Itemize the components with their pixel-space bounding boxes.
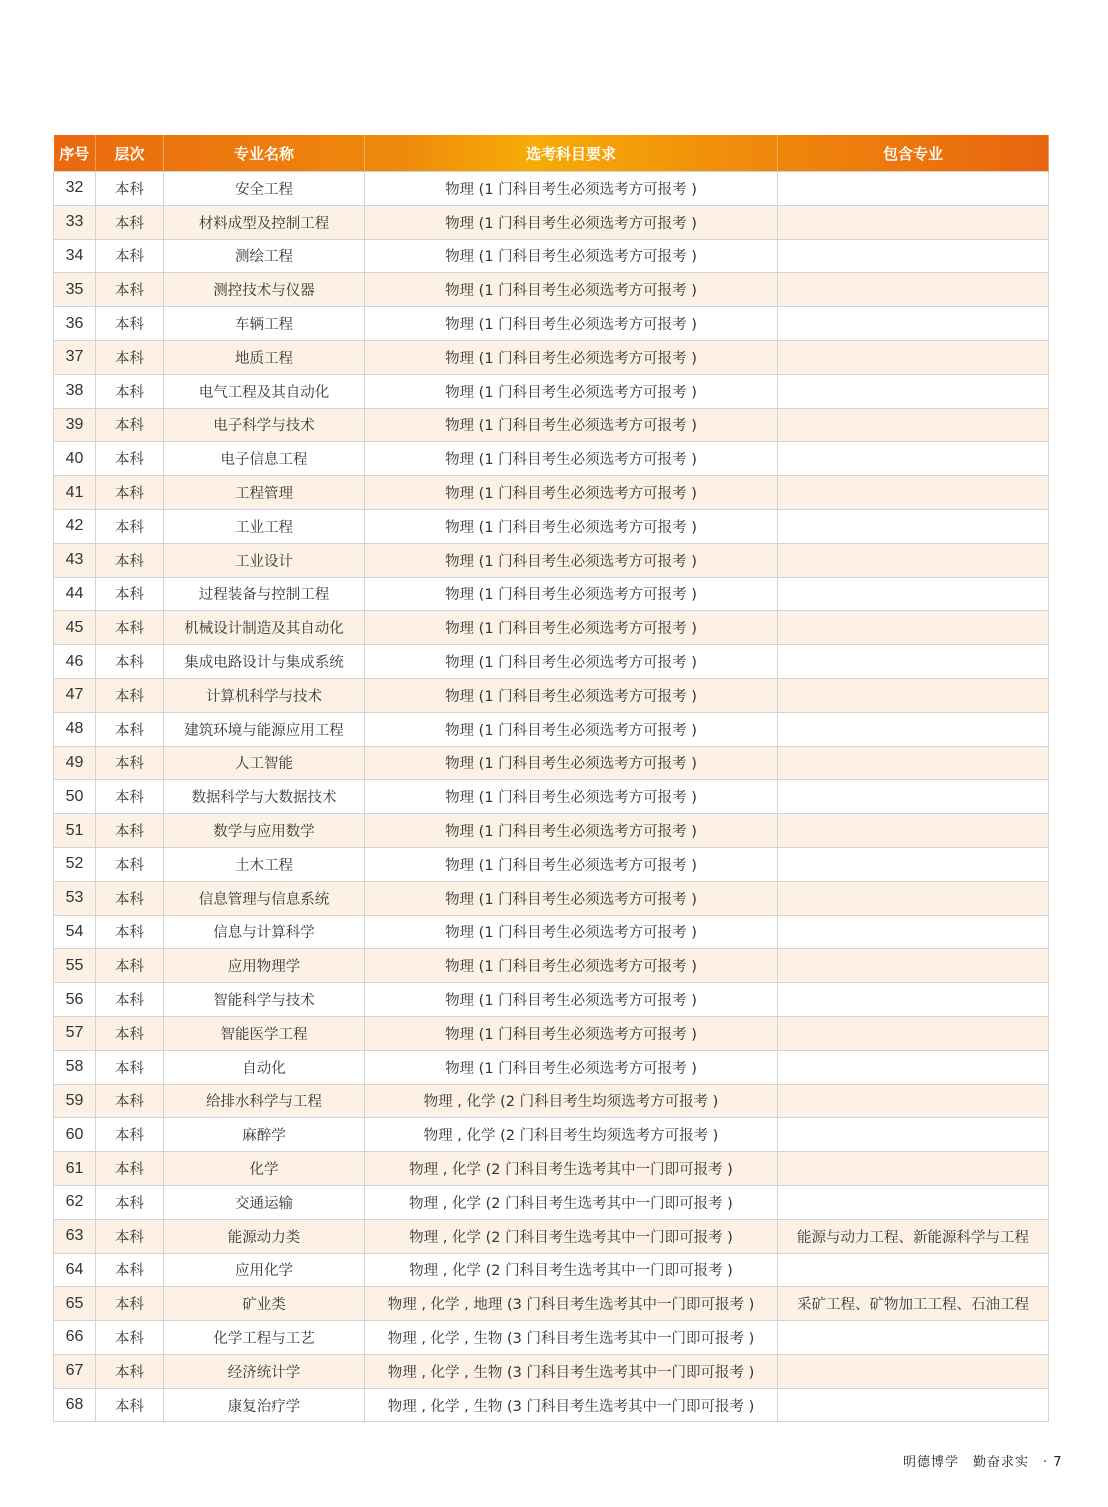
row-subject-requirement: 物理 (1 门科目考生必须选考方可报考 ) (365, 172, 778, 206)
table-row (54, 1118, 1049, 1152)
row-number: 59 (54, 1084, 96, 1118)
row-included-majors (778, 340, 1049, 374)
row-level: 本科 (96, 780, 164, 814)
row-number: 54 (54, 915, 96, 949)
row-subject-requirement: 物理 , 化学 (2 门科目考生选考其中一门即可报考 ) (365, 1152, 778, 1186)
table-row (54, 307, 1049, 341)
row-major-name: 人工智能 (164, 746, 365, 780)
row-subject-requirement: 物理 (1 门科目考生必须选考方可报考 ) (365, 239, 778, 273)
table-row (54, 611, 1049, 645)
row-subject-requirement: 物理 , 化学 (2 门科目考生均须选考方可报考 ) (365, 1084, 778, 1118)
row-included-majors (778, 273, 1049, 307)
row-major-name: 电子科学与技术 (164, 408, 365, 442)
row-subject-requirement: 物理 , 化学 , 生物 (3 门科目考生选考其中一门即可报考 ) (365, 1388, 778, 1422)
row-included-majors (778, 1118, 1049, 1152)
row-number: 40 (54, 442, 96, 476)
row-major-name: 麻醉学 (164, 1118, 365, 1152)
header-major: 专业名称 (164, 135, 365, 172)
row-major-name: 机械设计制造及其自动化 (164, 611, 365, 645)
row-included-majors (778, 1321, 1049, 1355)
row-major-name: 测控技术与仪器 (164, 273, 365, 307)
row-major-name: 经济统计学 (164, 1354, 365, 1388)
row-number: 58 (54, 1050, 96, 1084)
row-major-name: 工业设计 (164, 543, 365, 577)
row-included-majors (778, 780, 1049, 814)
row-subject-requirement: 物理 (1 门科目考生必须选考方可报考 ) (365, 408, 778, 442)
row-number: 55 (54, 949, 96, 983)
row-number: 51 (54, 814, 96, 848)
row-major-name: 安全工程 (164, 172, 365, 206)
table-row (54, 645, 1049, 679)
row-subject-requirement: 物理 (1 门科目考生必须选考方可报考 ) (365, 814, 778, 848)
row-included-majors (778, 239, 1049, 273)
page-number: · 7 (1043, 1455, 1063, 1470)
row-major-name: 化学 (164, 1152, 365, 1186)
row-subject-requirement: 物理 , 化学 , 生物 (3 门科目考生选考其中一门即可报考 ) (365, 1321, 778, 1355)
row-number: 68 (54, 1388, 96, 1422)
row-included-majors (778, 746, 1049, 780)
row-subject-requirement: 物理 (1 门科目考生必须选考方可报考 ) (365, 746, 778, 780)
row-included-majors (778, 408, 1049, 442)
row-included-majors (778, 1354, 1049, 1388)
row-included-majors (778, 1388, 1049, 1422)
row-level: 本科 (96, 1253, 164, 1287)
row-number: 39 (54, 408, 96, 442)
row-number: 62 (54, 1185, 96, 1219)
row-number: 66 (54, 1321, 96, 1355)
row-included-majors (778, 307, 1049, 341)
row-level: 本科 (96, 273, 164, 307)
row-major-name: 材料成型及控制工程 (164, 205, 365, 239)
row-major-name: 集成电路设计与集成系统 (164, 645, 365, 679)
header-level: 层次 (96, 135, 164, 172)
row-subject-requirement: 物理 , 化学 (2 门科目考生均须选考方可报考 ) (365, 1118, 778, 1152)
row-subject-requirement: 物理 (1 门科目考生必须选考方可报考 ) (365, 509, 778, 543)
row-major-name: 信息与计算科学 (164, 915, 365, 949)
row-major-name: 信息管理与信息系统 (164, 881, 365, 915)
row-level: 本科 (96, 442, 164, 476)
row-major-name: 车辆工程 (164, 307, 365, 341)
row-level: 本科 (96, 1287, 164, 1321)
row-level: 本科 (96, 678, 164, 712)
table-row (54, 273, 1049, 307)
row-subject-requirement: 物理 (1 门科目考生必须选考方可报考 ) (365, 1016, 778, 1050)
row-included-majors (778, 983, 1049, 1017)
row-level: 本科 (96, 1354, 164, 1388)
row-subject-requirement: 物理 , 化学 (2 门科目考生选考其中一门即可报考 ) (365, 1219, 778, 1253)
footer-motto-2: 勤奋求实 (973, 1455, 1030, 1470)
row-number: 38 (54, 374, 96, 408)
row-major-name: 土木工程 (164, 847, 365, 881)
table-row (54, 1152, 1049, 1186)
row-level: 本科 (96, 476, 164, 510)
row-level: 本科 (96, 881, 164, 915)
row-level: 本科 (96, 847, 164, 881)
row-level: 本科 (96, 1321, 164, 1355)
row-subject-requirement: 物理 , 化学 , 生物 (3 门科目考生选考其中一门即可报考 ) (365, 1354, 778, 1388)
table-row (54, 543, 1049, 577)
header-includes: 包含专业 (778, 135, 1049, 172)
row-level: 本科 (96, 543, 164, 577)
row-major-name: 工业工程 (164, 509, 365, 543)
table-row (54, 509, 1049, 543)
table-row (54, 374, 1049, 408)
row-level: 本科 (96, 307, 164, 341)
row-included-majors (778, 1050, 1049, 1084)
row-major-name: 电气工程及其自动化 (164, 374, 365, 408)
row-major-name: 工程管理 (164, 476, 365, 510)
row-number: 32 (54, 172, 96, 206)
row-subject-requirement: 物理 (1 门科目考生必须选考方可报考 ) (365, 205, 778, 239)
row-major-name: 交通运输 (164, 1185, 365, 1219)
row-subject-requirement: 物理 (1 门科目考生必须选考方可报考 ) (365, 476, 778, 510)
table-row (54, 1253, 1049, 1287)
row-included-majors (778, 543, 1049, 577)
table-row (54, 205, 1049, 239)
table-body (54, 172, 1049, 1422)
row-major-name: 智能医学工程 (164, 1016, 365, 1050)
table-row (54, 1219, 1049, 1253)
table-row (54, 577, 1049, 611)
row-included-majors (778, 1185, 1049, 1219)
table-row (54, 1321, 1049, 1355)
row-subject-requirement: 物理 (1 门科目考生必须选考方可报考 ) (365, 983, 778, 1017)
row-major-name: 建筑环境与能源应用工程 (164, 712, 365, 746)
header-requirement: 选考科目要求 (365, 135, 778, 172)
row-major-name: 计算机科学与技术 (164, 678, 365, 712)
table-row (54, 1050, 1049, 1084)
row-subject-requirement: 物理 , 化学 (2 门科目考生选考其中一门即可报考 ) (365, 1185, 778, 1219)
row-included-majors (778, 1084, 1049, 1118)
row-number: 63 (54, 1219, 96, 1253)
row-included-majors (778, 1152, 1049, 1186)
row-level: 本科 (96, 611, 164, 645)
row-number: 67 (54, 1354, 96, 1388)
row-subject-requirement: 物理 (1 门科目考生必须选考方可报考 ) (365, 881, 778, 915)
row-level: 本科 (96, 1152, 164, 1186)
row-level: 本科 (96, 577, 164, 611)
table-row (54, 476, 1049, 510)
row-major-name: 应用化学 (164, 1253, 365, 1287)
row-subject-requirement: 物理 (1 门科目考生必须选考方可报考 ) (365, 611, 778, 645)
row-included-majors (778, 611, 1049, 645)
table-row (54, 1354, 1049, 1388)
row-included-majors (778, 205, 1049, 239)
row-number: 45 (54, 611, 96, 645)
row-number: 60 (54, 1118, 96, 1152)
row-subject-requirement: 物理 (1 门科目考生必须选考方可报考 ) (365, 543, 778, 577)
row-level: 本科 (96, 340, 164, 374)
row-included-majors (778, 1016, 1049, 1050)
row-level: 本科 (96, 1050, 164, 1084)
row-included-majors (778, 915, 1049, 949)
row-number: 41 (54, 476, 96, 510)
row-number: 64 (54, 1253, 96, 1287)
row-subject-requirement: 物理 (1 门科目考生必须选考方可报考 ) (365, 577, 778, 611)
row-number: 61 (54, 1152, 96, 1186)
row-included-majors: 能源与动力工程、新能源科学与工程 (778, 1219, 1049, 1253)
page-footer (903, 1451, 1063, 1470)
row-major-name: 给排水科学与工程 (164, 1084, 365, 1118)
row-major-name: 数学与应用数学 (164, 814, 365, 848)
row-included-majors (778, 509, 1049, 543)
table-header-row (54, 135, 1049, 172)
row-level: 本科 (96, 408, 164, 442)
row-major-name: 化学工程与工艺 (164, 1321, 365, 1355)
row-included-majors (778, 645, 1049, 679)
row-number: 47 (54, 678, 96, 712)
row-level: 本科 (96, 983, 164, 1017)
row-major-name: 自动化 (164, 1050, 365, 1084)
table-row (54, 881, 1049, 915)
row-number: 33 (54, 205, 96, 239)
row-included-majors (778, 814, 1049, 848)
row-included-majors: 采矿工程、矿物加工工程、石油工程 (778, 1287, 1049, 1321)
row-level: 本科 (96, 1388, 164, 1422)
table-row (54, 1388, 1049, 1422)
table-row (54, 915, 1049, 949)
row-level: 本科 (96, 949, 164, 983)
table-row (54, 1084, 1049, 1118)
row-number: 65 (54, 1287, 96, 1321)
row-included-majors (778, 712, 1049, 746)
row-level: 本科 (96, 712, 164, 746)
row-major-name: 康复治疗学 (164, 1388, 365, 1422)
table-row (54, 1016, 1049, 1050)
row-major-name: 矿业类 (164, 1287, 365, 1321)
row-number: 53 (54, 881, 96, 915)
row-level: 本科 (96, 1219, 164, 1253)
table-row (54, 1287, 1049, 1321)
table-row (54, 814, 1049, 848)
row-subject-requirement: 物理 (1 门科目考生必须选考方可报考 ) (365, 307, 778, 341)
row-subject-requirement: 物理 , 化学 , 地理 (3 门科目考生选考其中一门即可报考 ) (365, 1287, 778, 1321)
table-row (54, 712, 1049, 746)
row-major-name: 数据科学与大数据技术 (164, 780, 365, 814)
row-level: 本科 (96, 239, 164, 273)
table-row (54, 172, 1049, 206)
table-row (54, 780, 1049, 814)
row-number: 34 (54, 239, 96, 273)
row-number: 46 (54, 645, 96, 679)
row-included-majors (778, 881, 1049, 915)
table-row (54, 1185, 1049, 1219)
row-subject-requirement: 物理 (1 门科目考生必须选考方可报考 ) (365, 645, 778, 679)
row-major-name: 测绘工程 (164, 239, 365, 273)
row-subject-requirement: 物理 (1 门科目考生必须选考方可报考 ) (365, 1050, 778, 1084)
row-subject-requirement: 物理 (1 门科目考生必须选考方可报考 ) (365, 847, 778, 881)
row-number: 37 (54, 340, 96, 374)
row-included-majors (778, 678, 1049, 712)
row-number: 36 (54, 307, 96, 341)
row-subject-requirement: 物理 (1 门科目考生必须选考方可报考 ) (365, 712, 778, 746)
row-level: 本科 (96, 645, 164, 679)
row-subject-requirement: 物理 (1 门科目考生必须选考方可报考 ) (365, 915, 778, 949)
row-included-majors (778, 1253, 1049, 1287)
row-level: 本科 (96, 1185, 164, 1219)
row-subject-requirement: 物理 (1 门科目考生必须选考方可报考 ) (365, 949, 778, 983)
row-level: 本科 (96, 1084, 164, 1118)
row-number: 50 (54, 780, 96, 814)
row-level: 本科 (96, 509, 164, 543)
row-subject-requirement: 物理 (1 门科目考生必须选考方可报考 ) (365, 442, 778, 476)
table-row (54, 408, 1049, 442)
table-row (54, 847, 1049, 881)
row-number: 49 (54, 746, 96, 780)
majors-table-container (53, 135, 1048, 1422)
row-major-name: 智能科学与技术 (164, 983, 365, 1017)
row-subject-requirement: 物理 , 化学 (2 门科目考生选考其中一门即可报考 ) (365, 1253, 778, 1287)
row-subject-requirement: 物理 (1 门科目考生必须选考方可报考 ) (365, 340, 778, 374)
subject-requirements-table (53, 135, 1049, 1422)
row-number: 57 (54, 1016, 96, 1050)
row-number: 52 (54, 847, 96, 881)
row-included-majors (778, 949, 1049, 983)
table-row (54, 678, 1049, 712)
row-included-majors (778, 374, 1049, 408)
row-level: 本科 (96, 374, 164, 408)
row-major-name: 电子信息工程 (164, 442, 365, 476)
row-level: 本科 (96, 1016, 164, 1050)
table-row (54, 949, 1049, 983)
row-included-majors (778, 442, 1049, 476)
row-number: 35 (54, 273, 96, 307)
row-level: 本科 (96, 1118, 164, 1152)
row-subject-requirement: 物理 (1 门科目考生必须选考方可报考 ) (365, 374, 778, 408)
row-included-majors (778, 172, 1049, 206)
row-level: 本科 (96, 915, 164, 949)
row-number: 48 (54, 712, 96, 746)
row-level: 本科 (96, 205, 164, 239)
table-row (54, 983, 1049, 1017)
row-included-majors (778, 577, 1049, 611)
table-row (54, 239, 1049, 273)
row-major-name: 能源动力类 (164, 1219, 365, 1253)
row-number: 42 (54, 509, 96, 543)
row-major-name: 过程装备与控制工程 (164, 577, 365, 611)
row-subject-requirement: 物理 (1 门科目考生必须选考方可报考 ) (365, 780, 778, 814)
footer-motto-1: 明德博学 (903, 1455, 960, 1470)
row-number: 56 (54, 983, 96, 1017)
row-included-majors (778, 476, 1049, 510)
row-major-name: 地质工程 (164, 340, 365, 374)
row-subject-requirement: 物理 (1 门科目考生必须选考方可报考 ) (365, 678, 778, 712)
row-number: 43 (54, 543, 96, 577)
table-row (54, 442, 1049, 476)
row-subject-requirement: 物理 (1 门科目考生必须选考方可报考 ) (365, 273, 778, 307)
row-level: 本科 (96, 172, 164, 206)
table-row (54, 746, 1049, 780)
row-number: 44 (54, 577, 96, 611)
row-level: 本科 (96, 746, 164, 780)
table-row (54, 340, 1049, 374)
row-level: 本科 (96, 814, 164, 848)
row-major-name: 应用物理学 (164, 949, 365, 983)
header-no: 序号 (54, 135, 96, 172)
row-included-majors (778, 847, 1049, 881)
